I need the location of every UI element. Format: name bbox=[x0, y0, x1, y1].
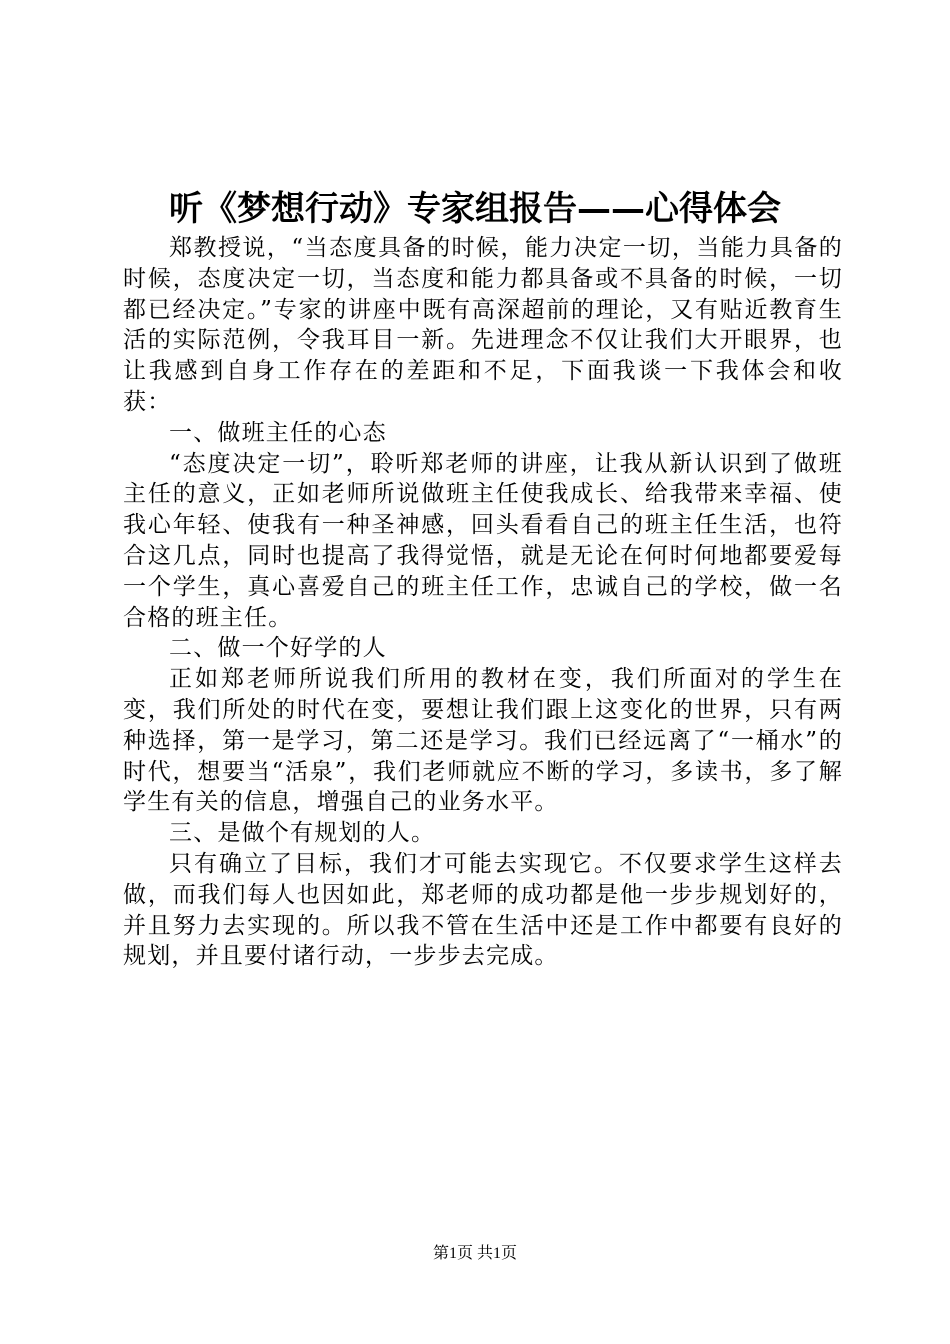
page-number-footer: 第1页 共1页 bbox=[432, 1245, 517, 1262]
document-title: 听《梦想行动》专家组报告——心得体会 bbox=[169, 189, 781, 229]
section-paragraph-1: “态度决定一切”，聆听郑老师的讲座，让我从新认识到了做班主任的意义，正如老师所说做班主任使我成长、给我带来幸福、使我心年轻、使我有一种圣神感，回头看看自己的班主任生活，也符合这几点，同时也提高了我得觉悟，就是无论在何时何地都要爱每一个学生，真心喜爱自己的班主任工作，忠诚自己的学校，做一名合格的班主任。 bbox=[123, 450, 843, 631]
section-heading-2: 二、做一个好学的人 bbox=[169, 635, 387, 662]
section-heading-1: 一、做班主任的心态 bbox=[169, 419, 387, 446]
intro-paragraph: 郑教授说，“当态度具备的时候，能力决定一切，当能力具备的时候，态度决定一切，当态度和能力都具备或不具备的时候，一切都已经决定。”专家的讲座中既有高深超前的理论，又有贴近教育生活的实际范例，令我耳目一新。先进理念不仅让我们大开眼界，也让我感到自身工作存在的差距和不足，下面我谈一下我体会和收获： bbox=[123, 235, 843, 415]
section-paragraph-2: 正如郑老师所说我们所用的教材在变，我们所面对的学生在变，我们所处的时代在变，要想让我们跟上这变化的世界，只有两种选择，第一是学习，第二还是学习。我们已经远离了“一桶水”的时代，想要当“活泉”，我们老师就应不断的学习，多读书，多了解学生有关的信息，增强自己的业务水平。 bbox=[123, 666, 843, 816]
document-body bbox=[123, 233, 843, 972]
section-paragraph-3: 只有确立了目标，我们才可能去实现它。不仅要求学生这样去做，而我们每人也因如此，郑老师的成功都是他一步步规划好的，并且努力去实现的。所以我不管在生活中还是工作中都要有良好的规划，并且要付诸行动，一步步去完成。 bbox=[123, 850, 843, 970]
section-heading-3: 三、是做个有规划的人。 bbox=[169, 820, 436, 847]
